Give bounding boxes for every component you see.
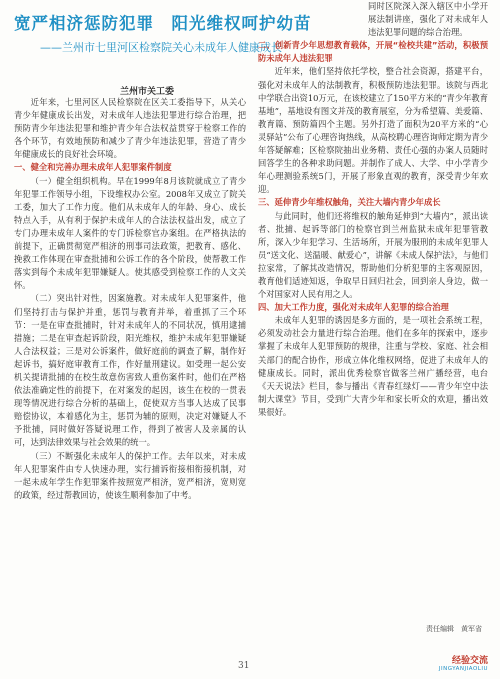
brand-en: JINGYANJIAOLIU [438,666,488,672]
author-byline: 兰州市关工委 [120,87,175,97]
editor-credit: 责任编辑 黄军省 [426,625,482,633]
article-title: 宽严相济惩防犯罪 阳光维权呵护幼苗 [14,14,312,33]
paragraph: （二）突出针对性，因案施教。对未成年人犯罪案件，他们坚持打击与保护并重，惩罚与教育并举，着重抓了三个环节：一是在审查批捕时，针对未成年人的不同状况，慎用逮捕措施；二是在审查起诉阶段，阳光维权，维护未成年犯罪嫌疑人合法权益；三是对公诉案件，做好庭前的调查了解，制作好起诉书，搞好庭审教育工作，作好量刑建议。如受理一起公安机关提请批捕的在校生故意伤害致人重伤案件时，他们在严格依法准确定性的前提下，在对案发的起因，该生在校的一贯表现等情况进行综合分析的基础上，促使双方当事人达成了民事赔偿协议，本着感化为主，惩罚为辅的原则，决定对嫌疑人不予批捕，同时做好答疑说理工作，得到了被害人及亲属的认可，达到法律效果与社会效果的统一。 [14,293,246,448]
column-brand [439,653,488,672]
intro-paragraph: 近年来，七里河区人民检察院在区关工委指导下，从关心青少年健康成长出发，对未成年人违法犯罪进行综合治理，把预防青少年违法犯罪和维护青少年合法权益贯穿于检察工作的各个环节，有效地预防和减少了青少年违法犯罪，营造了青少年健康成长的良好社会环境。 [14,97,246,160]
left-column [14,96,246,502]
brand-cn: 经验交流 [451,656,488,666]
section-heading-4: 四、加大工作力度，强化对未成年人犯罪的综合治理 [258,302,449,313]
section-heading-3: 三、延伸青少年维权触角，关注大墙内青少年成长 [258,197,441,208]
right-column [258,0,488,419]
paragraph: （一）健全组织机构。早在1999年8月该院就成立了青少年犯罪工作领导小组，下设维权办公室。2008年又成立了院关工委，加大了工作力度。他们从未成年人的年龄、身心、成长特点入手，从有利于保护未成年人的合法法权益出发，成立了专门办理未成年人案件的专门诉检察官办案组。在严格执法的前提下，正确贯彻宽严相济的刑事司法政策，把教育、感化、挽救工作体现在审查批捕和公诉工作的各个阶段，使帮教工作落实到每个未成年犯罪嫌疑人。使其感受到检察工作的人文关怀。 [14,175,246,291]
article-subtitle: ——兰州市七里河区检察院关心未成年人健康成长 [40,41,282,54]
paragraph: 同时区院深入深入辖区中小学开展法制讲座，强化了对未成年人违法犯罪问题的综合治理。 [368,1,488,38]
paragraph: 近年来，他们坚持依托学校，整合社会资源，搭建平台，强化对未成年人的法制教育，积极预防违法犯罪。该院与西北中学联合出资10万元，在该校建立了150平方米的“青少年教育基地”，基地设有图文并茂的教育展室，分为希望篇、美爱篇、教育篇、预防篇四个主题。另外打造了面积为20平方米的“心灵驿站”公布了心理咨询热线，从高校聘心理咨询师定期为青少年答疑解难；区检察院抽出业务精、责任心强的办案人员随时回答学生的各种求助问题。并制作了成人、大学、中小学青少年心理测验系统5门，开展了形象直观的教育，深受青少年欢迎。 [258,66,488,195]
paragraph: 与此同时，他们还将维权的触角延伸到“大墙内”，派出读者、批捕、起诉等部门的检察官到兰州监狱未成年犯罪管教所，深入少年犯学习、生活场所，开展为服刑的未成年犯罪人员“送文化、送温暖、献爱心”，讲解《未成人保护法》，与他们拉家常，了解其改造情况，帮助他们分析犯罪的主客观原因，教育他们适迹知返，争取早日回归社会，回到亲人身边，做一个对国家对人民有用之人。 [258,210,488,300]
page-number: 31 [238,661,250,671]
section-heading-2: 二、创新青少年思想教育载体，开展“检校共建”活动，积极预防未成年人违法犯罪 [258,40,488,64]
section-heading-1: 一、健全和完善办理未成年人犯罪案件制度 [14,162,172,173]
paragraph: 未成年人犯罪的诱因是多方面的，是一项社会系统工程，必须发动社会力量进行综合治理。他们在多年的探索中，逐步掌握了未成年人犯罪预防的规律，注重与学校、家庭、社会相关部门的配合协作，形成立体化维权网络，促进了未成年人的健康成长。同时，派出优秀检察官做客兰州广播经营，电台《天天说法》栏目，参与播出《青春红绿灯——青少年空中法制大课堂》节目，受到广大青少年和家长听众的欢迎，播出效果很好。 [258,315,488,417]
paragraph: （三）不断强化未成年人的保护工作。去年以来，对未成年人犯罪案件由专人快速办理，实行捕诉衔接相衔接机制，对一起未成年学生作犯罪案件按照宽严相济，宽严相济，宽则宽的政策，经过帮教回访，使该生顺利参加了中考。 [14,450,246,500]
